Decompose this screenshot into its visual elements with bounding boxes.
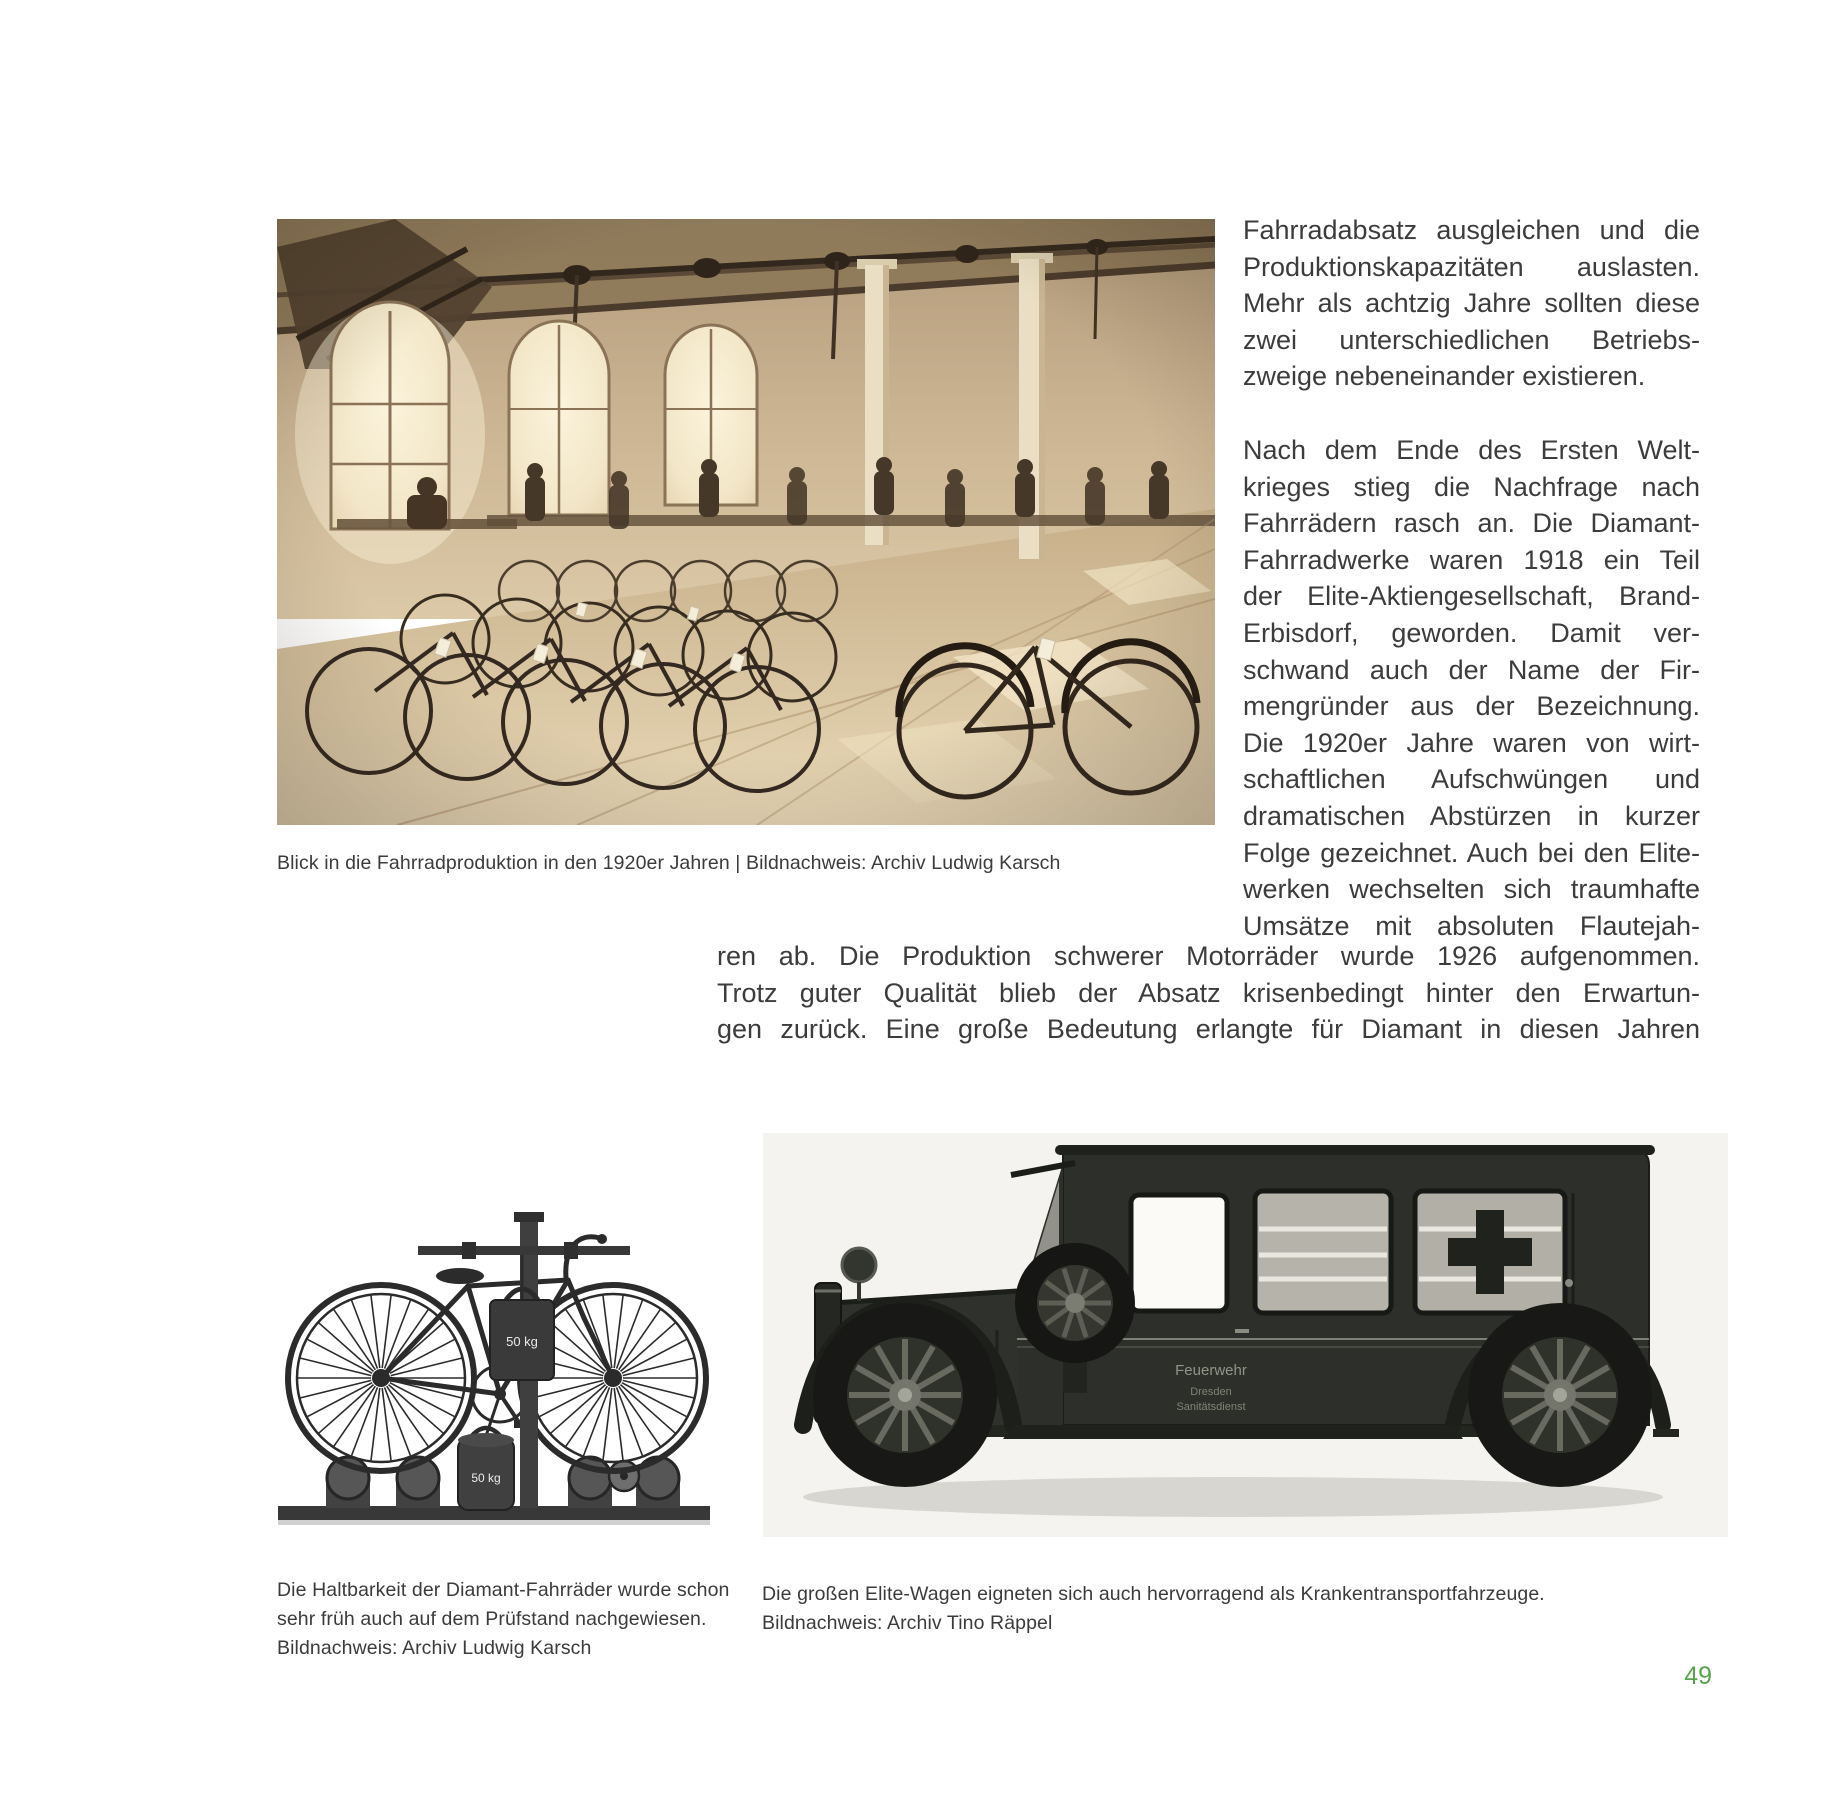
text-line: gen zurück. Eine große Bedeutung erlangte für Diamant in diesen Jahren [717, 1014, 1700, 1045]
text-line: Folge gezeichnet. Auch bei den Elite- [1243, 837, 1700, 868]
text-line: schwand auch der Name der Fir- [1243, 654, 1700, 685]
text-line: werken wechselten sich traumhafte [1243, 874, 1700, 905]
teststand-illustration [268, 1188, 720, 1540]
text-line: Fahrradabsatz ausgleichen und die [1243, 215, 1700, 245]
paragraph-two [1243, 432, 1700, 944]
text-line: Erbisdorf, geworden. Damit ver- [1243, 617, 1700, 648]
right-text-column [1243, 212, 1700, 944]
text-line: Bildnachweis: Archiv Tino Räppel [762, 1612, 1053, 1634]
text-line: ren ab. Die Produktion schwerer Motorräder wurde 1926 aufgenommen. [717, 941, 1700, 971]
text-line: zweige nebeneinander existieren. [1243, 361, 1646, 392]
text-line: Trotz guter Qualität blieb der Absatz krisenbedingt hinter den Erwartun- [717, 977, 1700, 1008]
svg-text:Sanitätsdienst: Sanitätsdienst [1176, 1401, 1246, 1413]
text-line: krieges stieg die Nachfrage nach [1243, 471, 1700, 502]
svg-text:Dresden: Dresden [1190, 1386, 1232, 1398]
text-line: Die Haltbarkeit der Diamant-Fahrräder wurde schon [277, 1579, 730, 1601]
weight-bottom-label: 50 kg [471, 1471, 501, 1485]
page-number: 49 [1684, 1662, 1712, 1690]
factory-caption: Blick in die Fahrradproduktion in den 1920er Jahren | Bildnachweis: Archiv Ludwig Karsch [277, 852, 1061, 874]
text-line: mengründer aus der Bezeichnung. [1243, 691, 1700, 722]
text-line: zwei unterschiedlichen Betriebs- [1243, 324, 1700, 355]
ambulance-caption [762, 1580, 1682, 1638]
paragraph-one [1243, 212, 1700, 395]
text-line: Umsätze mit absoluten Flautejah- [1243, 910, 1700, 941]
text-line: Die 1920er Jahre waren von wirt- [1243, 727, 1700, 758]
text-line: dramatischen Abstürzen in kurzer [1243, 800, 1700, 831]
text-line: der Elite-Aktiengesellschaft, Brand- [1243, 581, 1700, 612]
text-line: sehr früh auch auf dem Prüfstand nachgewiesen. [277, 1608, 707, 1630]
text-line: Nach dem Ende des Ersten Welt- [1243, 434, 1700, 465]
weight-top-label: 50 kg [506, 1334, 538, 1349]
text-line: Bildnachweis: Archiv Ludwig Karsch [277, 1637, 592, 1659]
text-line: Die großen Elite-Wagen eigneten sich auch hervorragend als Krankentransportfahrzeuge. [762, 1583, 1545, 1605]
text-line: Fahrradwerke waren 1918 ein Teil [1243, 544, 1700, 575]
text-line: schaftlichen Aufschwüngen und [1243, 764, 1700, 795]
text-line: Mehr als achtzig Jahre sollten diese [1243, 288, 1700, 319]
ambulance-photo-figure [763, 1133, 1728, 1537]
teststand-caption [277, 1576, 767, 1663]
continuation-paragraph [717, 938, 1700, 1048]
teststand-figure [268, 1188, 720, 1540]
text-line: Fahrrädern rasch an. Die Diamant- [1243, 508, 1700, 539]
factory-photo-figure [277, 219, 1215, 825]
ambulance-photo-illustration [763, 1133, 1728, 1537]
factory-photo-illustration [277, 219, 1215, 825]
svg-text:Feuerwehr: Feuerwehr [1175, 1362, 1247, 1379]
text-line: Produktionskapazitäten auslasten. [1243, 251, 1700, 282]
